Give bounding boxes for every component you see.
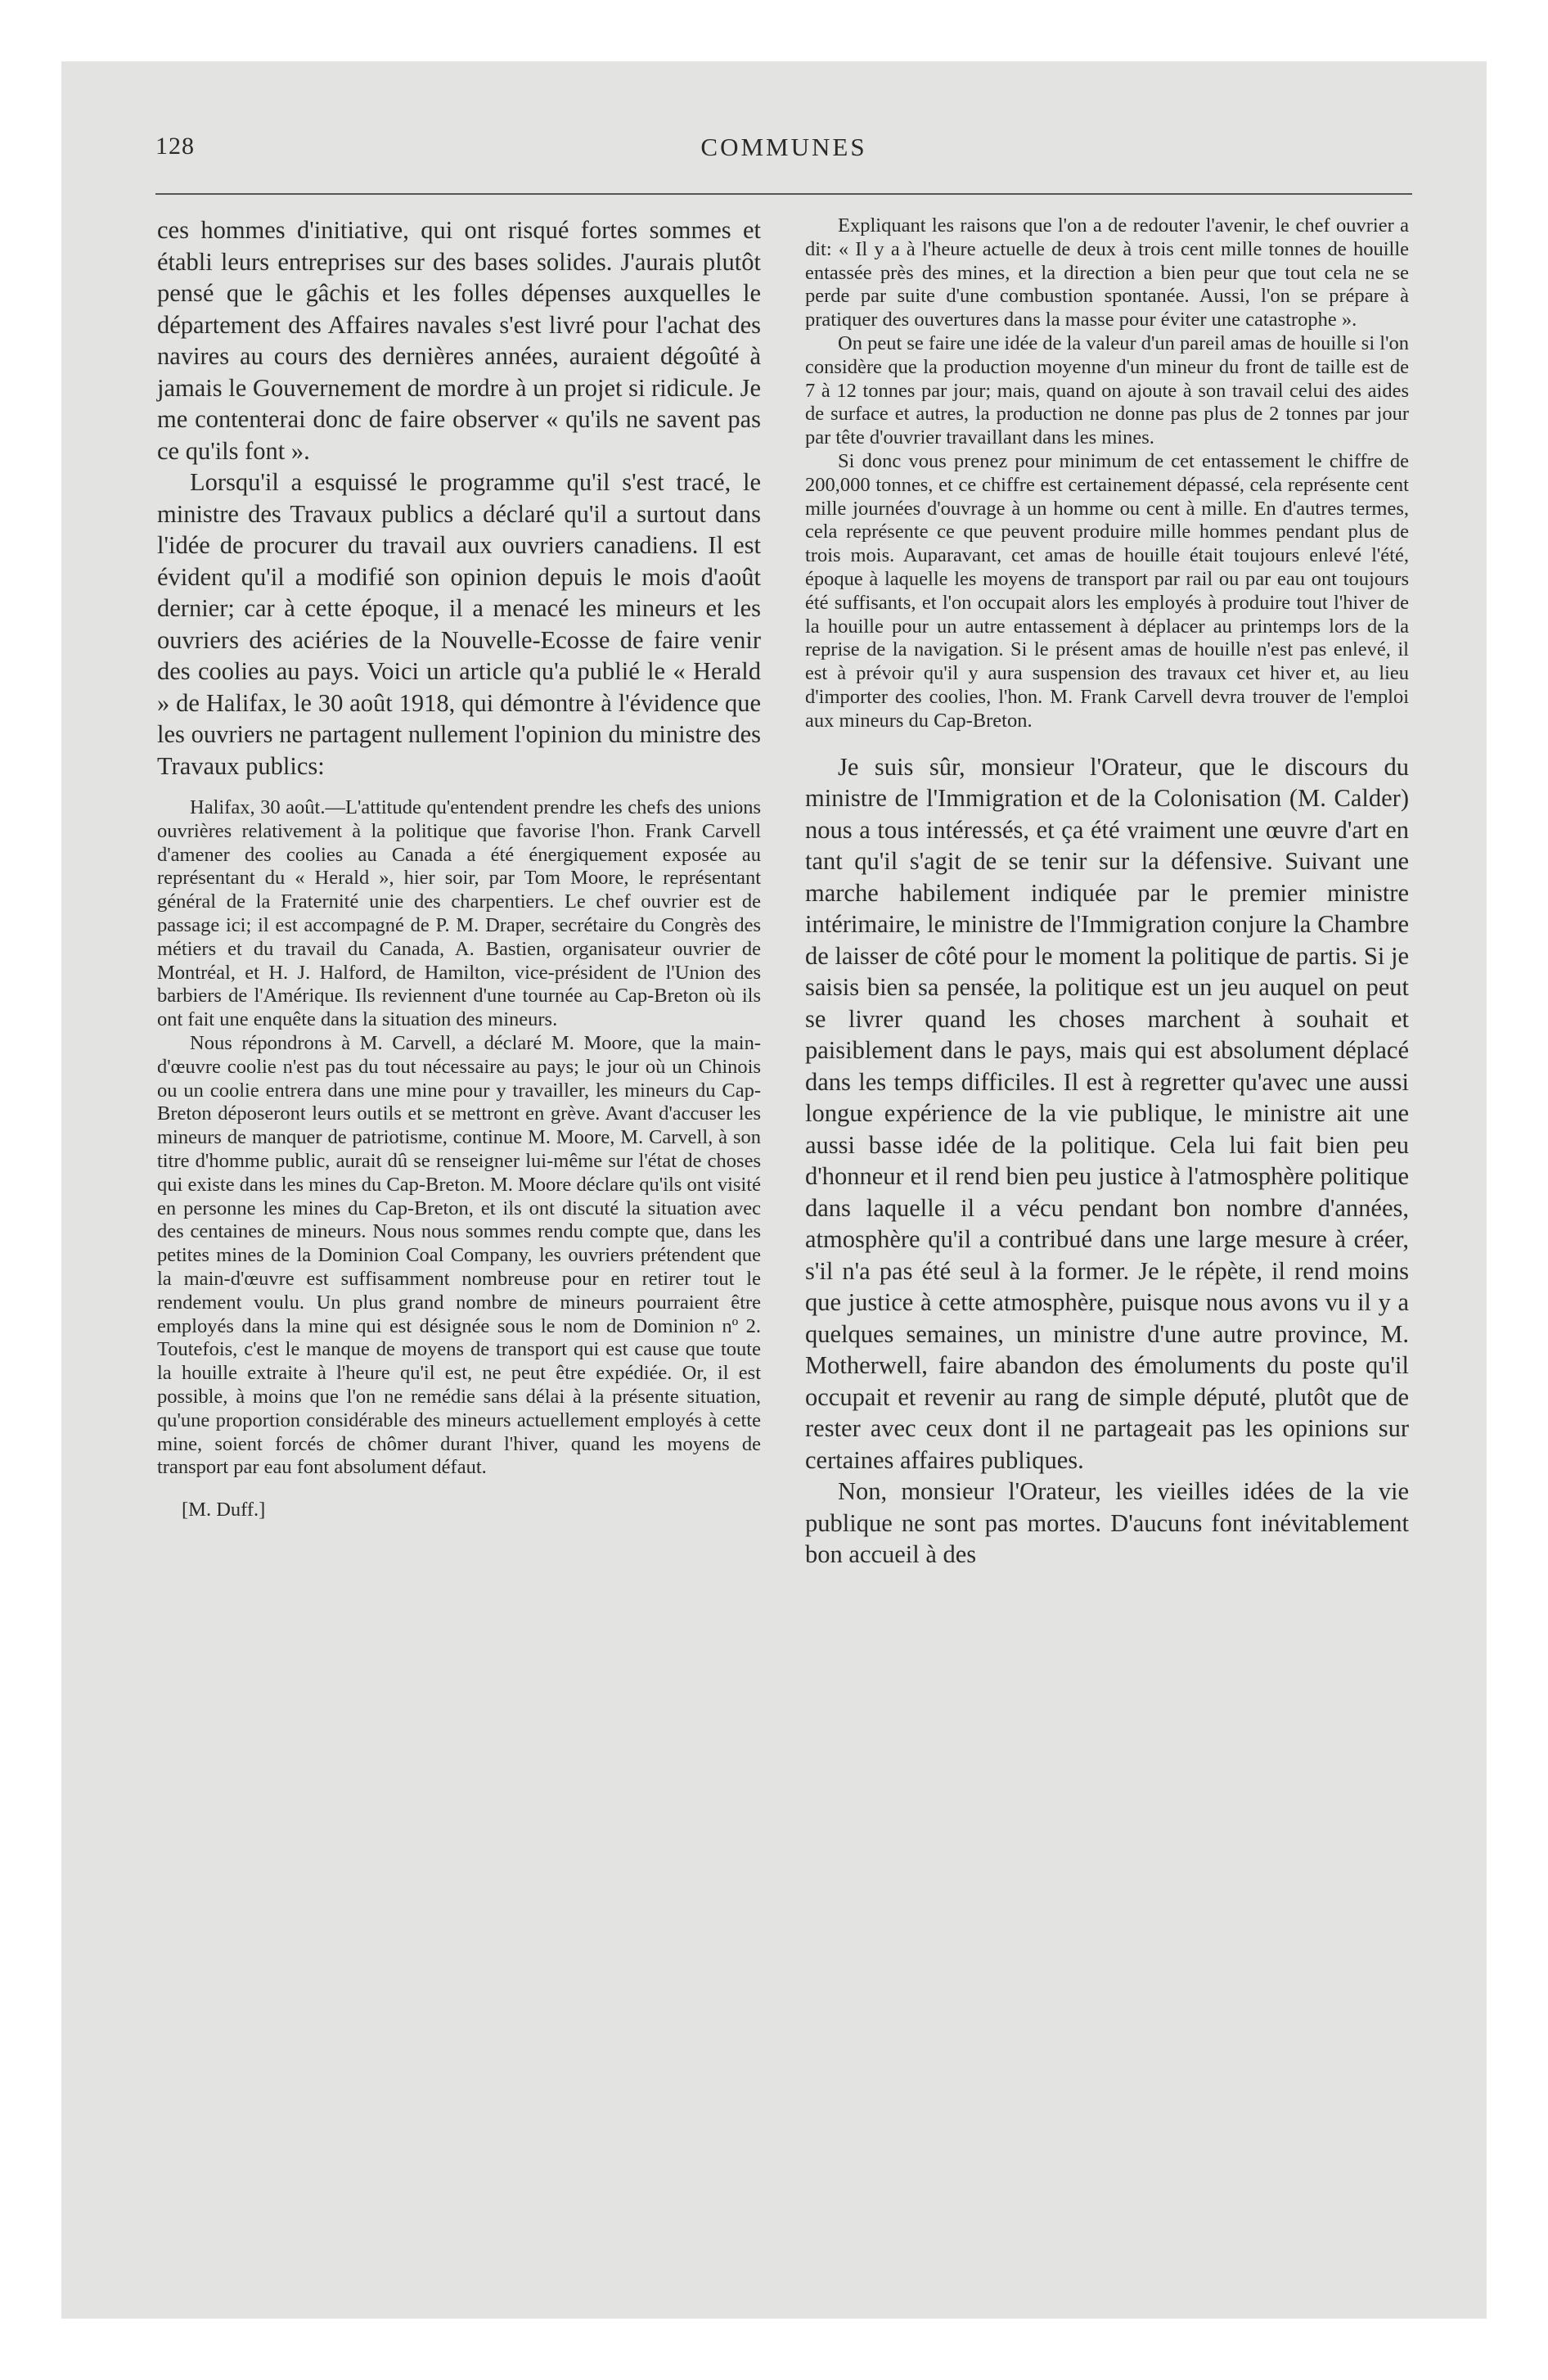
page-header [155, 133, 1412, 174]
quote-paragraph: Expliquant les raisons que l'on a de redouter l'avenir, le chef ouvrier a dit: « Il y a à l'heure actuelle de deux à trois cent mille tonnes de houille entassée près des mines, et la direction a bien peur que tout cela ne se perde par suite d'une combustion spontanée. Aussi, l'on se prépare à pratiquer des ouvertures dans la masse pour éviter une catastrophe ». [805, 214, 1409, 331]
paragraph: Lorsqu'il a esquissé le programme qu'il s'est tracé, le ministre des Travaux publics a déclaré qu'il a surtout dans l'idée de procurer du travail aux ouvriers canadiens. Il est évident qu'il a modifié son opinion depuis le mois d'août dernier; car à cette époque, il a menacé les mineurs et les ouvriers des aciéries de la Nouvelle-Ecosse de faire venir des coolies au pays. Voici un article qu'a publié le « Herald » de Halifax, le 30 août 1918, qui démontre à l'évidence que les ouvriers ne partagent nullement l'opinion du ministre des Travaux publics: [157, 468, 761, 780]
right-column [805, 214, 1409, 1571]
left-column [157, 214, 761, 1521]
speaker-signature: [M. Duff.] [182, 1499, 266, 1521]
paragraph: ces hommes d'initiative, qui ont risqué fortes sommes et établi leurs entreprises sur des bases solides. J'aurais plutôt pensé que le gâchis et les folles dépenses auxquelles le département des Affaires navales s'est livré pour l'achat des navires au cours des dernières années, auraient dégoûté à jamais le Gouvernement de mordre à un projet si ridicule. Je me contenterai donc de faire observer « qu'ils ne savent pas ce qu'ils font ». [157, 216, 761, 465]
quote-paragraph: On peut se faire une idée de la valeur d'un pareil amas de houille si l'on considère que la production moyenne d'un mineur du front de taille est de 7 à 12 tonnes par jour; mais, quand on ajoute à son travail celui des aides de surface et autres, la production ne donne pas plus de 2 tonnes par jour par tête d'ouvrier travaillant dans les mines. [805, 331, 1409, 449]
right-body-text [805, 751, 1409, 1571]
quote-paragraph: Halifax, 30 août.—L'attitude qu'entendent prendre les chefs des unions ouvrières relativement à la politique que favorise l'hon. Frank Carvell d'amener des coolies au Canada a été énergiquement exposée au représentant du « Herald », hier soir, par Tom Moore, le représentant général de la Fraternité unie des charpentiers. Le chef ouvrier est de passage ici; il est accompagné de P. M. Draper, secrétaire du Congrès des métiers et du travail du Canada, A. Bastien, organisateur ouvrier de Montréal, et H. J. Halford, de Hamilton, vice-président de l'Union des barbiers de l'Amérique. Ils reviennent d'une tournée au Cap-Breton où ils ont fait une enquête dans la situation des mineurs. [157, 796, 761, 1031]
header-rule [155, 193, 1412, 195]
left-body-text [157, 214, 761, 782]
quote-paragraph: Si donc vous prenez pour minimum de cet entassement le chiffre de 200,000 tonnes, et ce chiffre est certainement dépassé, cela représente cent mille journées d'ouvrage à un homme ou cent à mille. En d'autres termes, cela représente ce que peuvent produire mille hommes pendant plus de trois mois. Auparavant, cet amas de houille était toujours enlevé l'été, époque à laquelle les moyens de transport par rail ou par eau ont toujours été suffisants, et l'on occupait alors les employés à produire tout l'hiver de la houille pour un autre entassement à déplacer au printemps lors de la reprise de la navigation. Si le présent amas de houille n'est pas enlevé, il est à prévoir qu'il y aura suspension des travaux cet hiver et, au lieu d'importer des coolies, l'hon. M. Frank Carvell devra trouver de l'emploi aux mineurs du Cap-Breton. [805, 449, 1409, 732]
quote-continuation [805, 214, 1409, 733]
page-number: 128 [155, 133, 195, 160]
newspaper-quote [157, 796, 761, 1480]
spacer [805, 733, 1409, 751]
paragraph: Je suis sûr, monsieur l'Orateur, que le discours du ministre de l'Immigration et de la Colonisation (M. Calder) nous a tous intéressés, et ça été vraiment une œuvre d'art en tant qu'il s'agit de se tenir sur la défensive. Suivant une marche habilement indiquée par le premier ministre intérimaire, le ministre de l'Immigration conjure la Chambre de laisser de côté pour le moment la politique de partis. Si je saisis bien sa pensée, la politique est un jeu auquel on peut se livrer quand les choses marchent à souhait et paisiblement dans le pays, mais qui est absolument déplacé dans les temps difficiles. Il est à regretter qu'avec une aussi longue expérience de la vie publique, le ministre ait une aussi basse idée de la politique. Cela lui fait bien peu d'honneur et il rend bien peu justice à l'atmosphère politique dans laquelle il a vécu pendant bon nombre d'années, atmosphère qu'il a contribué dans une large mesure à créer, s'il n'a pas été seul à la former. Je le répète, il rend moins que justice à cette atmosphère, puisque nous avons vu il y a quelques semaines, un ministre d'une autre province, M. Motherwell, faire abandon des émoluments du poste qu'il occupait et revenir au rang de simple député, plutôt que de rester avec ceux dont il ne partageait pas les opinions sur certaines affaires publiques. [805, 752, 1409, 1474]
paragraph: Non, monsieur l'Orateur, les vieilles idées de la vie publique ne sont pas mortes. D'aucuns font inévitablement bon accueil à des [805, 1477, 1409, 1569]
running-title: COMMUNES [700, 133, 867, 161]
quote-paragraph: Nous répondrons à M. Carvell, a déclaré M. Moore, que la main-d'œuvre coolie n'est pas du tout nécessaire au pays; le jour où un Chinois ou un coolie entrera dans une mine pour y travailler, les mineurs du Cap-Breton déposeront leurs outils et se mettront en grève. Avant d'accuser les mineurs de manquer de patriotisme, continue M. Moore, M. Carvell, à son titre d'homme public, aurait dû se renseigner lui-même sur l'état de choses qui existe dans les mines du Cap-Breton. M. Moore déclare qu'ils ont visité en personne les mines du Cap-Breton, et ils ont discuté la situation avec des centaines de mineurs. Nous nous sommes rendu compte que, dans les petites mines de la Dominion Coal Company, les ouvriers prétendent que la main-d'œuvre est suffisamment nombreuse pour en retirer tout le rendement voulu. Un plus grand nombre de mineurs pourraient être employés dans la mine qui est désignée sous le nom de Dominion nº 2. Toutefois, c'est le manque de moyens de transport qui est cause que toute la houille extraite à l'heure qu'il est, ne peut être expédiée. Or, il est possible, à moins que l'on ne remédie sans délai à la présente situation, qu'une proportion considérable des mineurs actuellement employés à cette mine, soient forcés de chômer durant l'hiver, quand les moyens de transport par eau font absolument défaut. [157, 1031, 761, 1479]
